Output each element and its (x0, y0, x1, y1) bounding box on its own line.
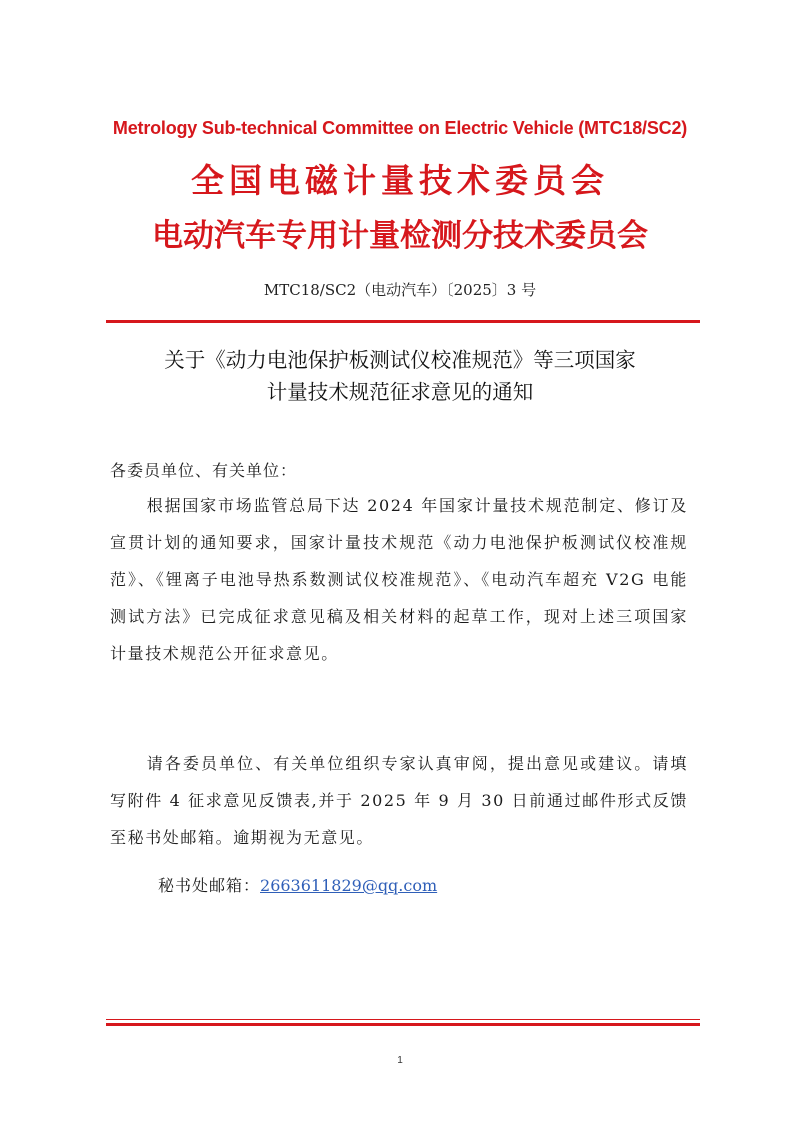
committee-chinese-name: 全国电磁计量技术委员会 (191, 161, 609, 200)
email-link[interactable]: 2663611829@qq.com (260, 876, 438, 895)
notice-title-line1: 关于《动力电池保护板测试仪校准规范》等三项国家 (164, 348, 636, 372)
secretariat-email-line (110, 873, 437, 896)
notice-title (60, 344, 740, 408)
notice-title-line2: 计量技术规范征求意见的通知 (266, 380, 534, 404)
body-paragraph-2: 请各委员单位、有关单位组织专家认真审阅，提出意见或建议。请填写附件 4 征求意见反馈表,并于 2025 年 9 月 30 日前通过邮件形式反馈至秘书处邮箱。逾期视为无意见。 (110, 754, 688, 847)
page-number: 1 (397, 1055, 403, 1066)
body-paragraph-1: 根据国家市场监管总局下达 2024 年国家计量技术规范制定、修订及宣贯计划的通知要求，国家计量技术规范《动力电池保护板测试仪校准规范》、《锂离子电池导热系数测试仪校准规范》、《电动汽车超充 V2G 电能测试方法》已完成征求意见稿及相关材料的起草工作，现对上述三项国家计量技术规范公开征求意见。 (110, 496, 688, 663)
footer-divider-bottom (106, 1023, 700, 1026)
header-divider (106, 320, 700, 323)
document-number: MTC18/SC2（电动汽车）〔2025〕3 号 (263, 281, 537, 299)
subcommittee-chinese-name: 电动汽车专用计量检测分技术委员会 (152, 218, 648, 254)
footer-divider-top (106, 1019, 700, 1020)
salutation: 各委员单位、有关单位： (110, 461, 298, 480)
email-label: 秘书处邮箱： (158, 876, 261, 895)
committee-english-name: Metrology Sub-technical Committee on Electric Vehicle (MTC18/SC2) (112, 118, 688, 138)
